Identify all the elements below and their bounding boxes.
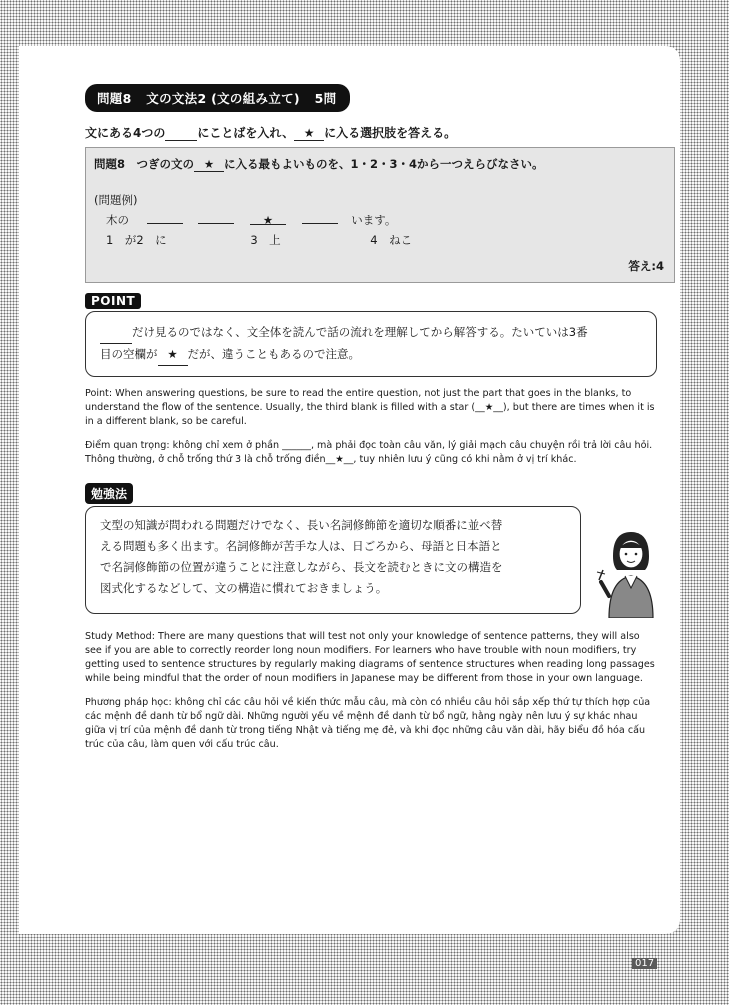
option-1: 1 が: [106, 233, 137, 247]
blank: [100, 322, 132, 344]
point-text: 目の空欄が: [100, 347, 158, 361]
point-box: [85, 311, 657, 377]
point-english: Point: When answering questions, be sure to read the entire question, not just the part that goes in the blanks, to understand the flow of the sentence. Usually, the third blank is filled with a star (__★__), but there are times when it is in a different blank, so be careful.: [85, 388, 655, 427]
section-title: 文の文法2 (文の組み立て): [146, 91, 300, 106]
blank: [302, 212, 338, 224]
star-blank: ★: [294, 126, 324, 141]
option-3: 3 上: [250, 233, 281, 247]
section-heading: [85, 84, 350, 112]
page-sheet: [19, 46, 680, 934]
point-badge: POINT: [85, 293, 141, 309]
sentence-end: います。: [351, 213, 397, 227]
option-2: 2 に: [136, 233, 167, 247]
page-number: 017: [632, 958, 657, 969]
blank: [165, 126, 197, 141]
teacher-illustration: [595, 526, 665, 618]
point-text: だけ見るのではなく、文全体を読んで話の流れを理解してから解答する。たいていは3番: [132, 325, 588, 339]
star-blank: ★: [250, 213, 286, 225]
instruction: [85, 124, 675, 141]
study-box: [85, 506, 581, 614]
question-title-text: に入る最もよいものを、1・2・3・4から一つえらびなさい。: [224, 157, 544, 171]
content: [85, 84, 675, 752]
study-english: Study Method: There are many questions that will test not only your knowledge of sentence patterns, they will also see if you are able to correctly reorder long noun modifiers. For learners who have trouble with noun modifiers, try getting used to sentence structures by regularly making diagrams of sentence structures when reading long passages while being mindful that the order of noun modifiers in Japanese may be different from those in your own language.: [85, 631, 655, 684]
point-line-1: [100, 322, 644, 344]
point-vietnamese: Điểm quan trọng: không chỉ xem ở phần ______, mà phải đọc toàn câu văn, lý giải mạch câu chuyện rồi trả lời câu hỏi. Thông thường, ở chỗ trống thứ 3 là chỗ trống điền__★__, tuy nhiên lưu ý cũng có khi nằm ở vị trí khác.: [85, 440, 653, 465]
example-sentence: [94, 212, 664, 228]
instruction-text: 文にある4つの: [85, 126, 166, 140]
example-options: [94, 232, 664, 248]
option-4: 4 ねこ: [370, 233, 413, 247]
section-count: 5問: [314, 91, 337, 106]
answer: 答え:4: [628, 259, 664, 273]
blank: [147, 212, 183, 224]
study-row: [85, 506, 675, 620]
question-box: [85, 147, 675, 283]
blank: [198, 212, 234, 224]
star-blank: ★: [158, 344, 188, 366]
instruction-text: に入る選択肢を答える。: [324, 126, 457, 140]
point-line-2: [100, 344, 644, 366]
study-line: 図式化するなどして、文の構造に慣れておきましょう。: [100, 581, 388, 595]
study-line: える問題も多く出ます。名詞修飾が苦手な人は、日ごろから、母語と日本語と: [100, 539, 502, 553]
study-badge: 勉強法: [85, 483, 133, 504]
point-text: だが、違うこともあるので注意。: [187, 347, 360, 361]
sentence-start: 木の: [106, 213, 129, 227]
star-blank: ★: [194, 157, 224, 172]
study-line: 文型の知識が問われる問題だけでなく、長い名詞修飾節を適切な順番に並べ替: [100, 518, 503, 532]
study-vietnamese: Phương pháp học: không chỉ các câu hỏi về kiến thức mẫu câu, mà còn có nhiều câu hỏi sắp xếp thứ tự thích hợp của các mệnh đề danh từ bổ ngữ dài. Những người yếu về mệnh đề danh từ bổ ngữ, hằng ngày nên lưu ý sự khác nhau giữa vị trí của mệnh đề danh từ trong tiếng Nhật và tiếng mẹ đẻ, và khi đọc những câu văn dài, hãy biểu đồ hóa cấu trúc của câu, làm quen với cấu trúc câu.: [85, 697, 651, 750]
instruction-text: にことばを入れ、: [197, 126, 295, 140]
question-title-text: 問題8 つぎの文の: [94, 157, 195, 171]
question-title: [94, 156, 664, 172]
study-line: で名詞修飾節の位置が違うことに注意しながら、長文を読むときに文の構造を: [100, 560, 503, 574]
example-label: (問題例): [94, 193, 138, 207]
section-number: 問題8: [97, 91, 132, 106]
